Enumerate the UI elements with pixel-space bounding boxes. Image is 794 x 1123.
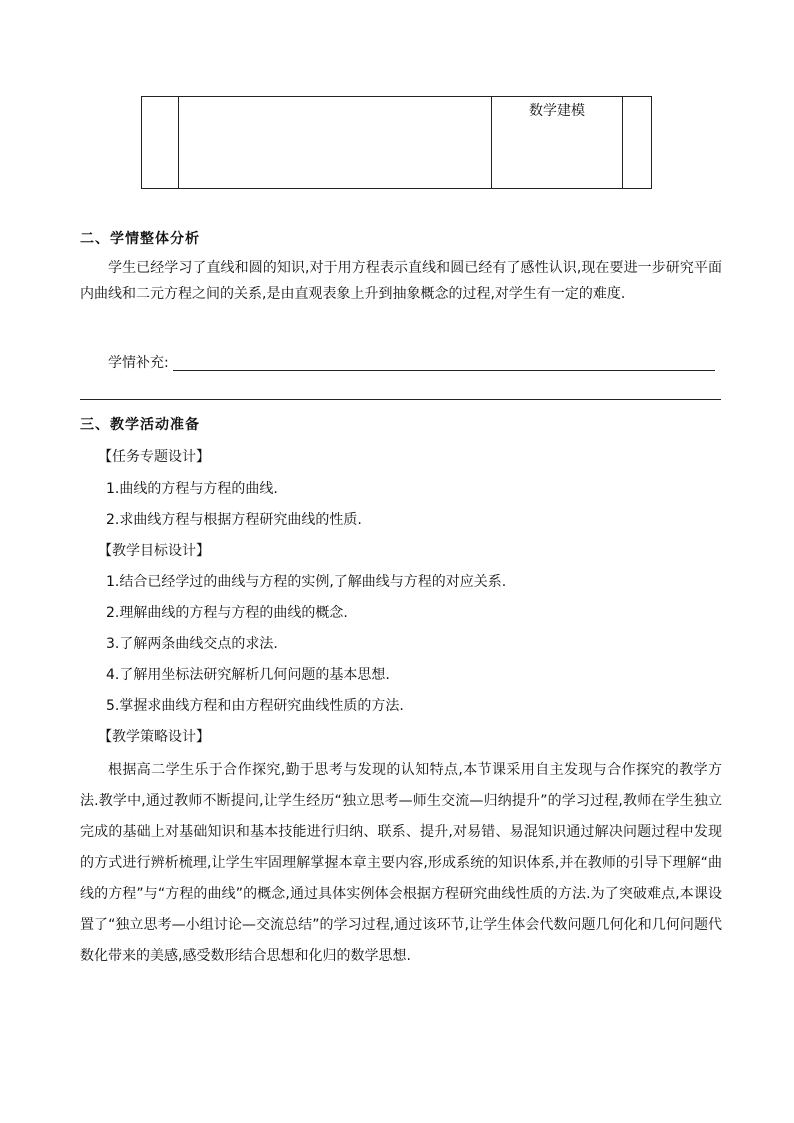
task-item: 1.曲线的方程与方程的曲线.: [106, 481, 278, 497]
goal-item: 5.掌握求曲线方程和由方程研究曲线性质的方法.: [106, 698, 404, 714]
supplement-label: 学情补充:: [108, 355, 169, 371]
goal-item: 2.理解曲线的方程与方程的曲线的概念.: [106, 605, 348, 621]
table-column-divider: [622, 97, 623, 188]
table-column-divider: [178, 97, 179, 188]
strategy-paragraph: 根据高二学生乐于合作探究,勤于思考与发现的认知特点,本节课采用自主发现与合作探究的教学方法.教学中,通过教师不断提问,让学生经历“独立思考—师生交流—归纳提升”的学习过程,教师在学生独立完成的基础上对基础知识和基本技能进行归纳、联系、提升,对易错、易混知识通过解决问题过程中发现的方式进行辨析梳理,让学生牢固理解掌握本章主要内容,形成系统的知识体系,并在教师的引导下理解“曲线的方程”与“方程的曲线”的概念,通过具体实例体会根据方程研究曲线性质的方法.为了突破难点,本课设置了“独立思考—小组讨论—交流总结”的学习过程,通过该环节,让学生体会代数问题几何化和几何问题代数化带来的美感,感受数形结合思想和化归的数学思想.: [80, 762, 722, 964]
goal-item: 4.了解用坐标法研究解析几何问题的基本思想.: [106, 667, 390, 683]
supplement-fill-line: [173, 370, 715, 371]
goal-item: 3.了解两条曲线交点的求法.: [106, 636, 278, 652]
section-heading-learning-analysis: 二、学情整体分析: [80, 231, 200, 247]
goal-design-heading: 【教学目标设计】: [98, 543, 210, 559]
task-design-heading: 【任务专题设计】: [98, 449, 210, 465]
task-item: 2.求曲线方程与根据方程研究曲线的性质.: [106, 512, 362, 528]
table-cell-text: 数学建模: [529, 103, 585, 119]
section-heading-activity-prep: 三、教学活动准备: [80, 417, 200, 433]
goal-item: 1.结合已经学过的曲线与方程的实例,了解曲线与方程的对应关系.: [106, 574, 507, 590]
learning-analysis-paragraph: 学生已经学习了直线和圆的知识,对于用方程表示直线和圆已经有了感性认识,现在要进一步研究平面内曲线和二元方程之间的关系,是由直观表象上升到抽象概念的过程,对学生有一定的难度.: [80, 260, 722, 302]
supplement-fill-line-2: [80, 399, 721, 400]
table-fragment: [141, 96, 652, 189]
strategy-design-heading: 【教学策略设计】: [98, 729, 210, 745]
